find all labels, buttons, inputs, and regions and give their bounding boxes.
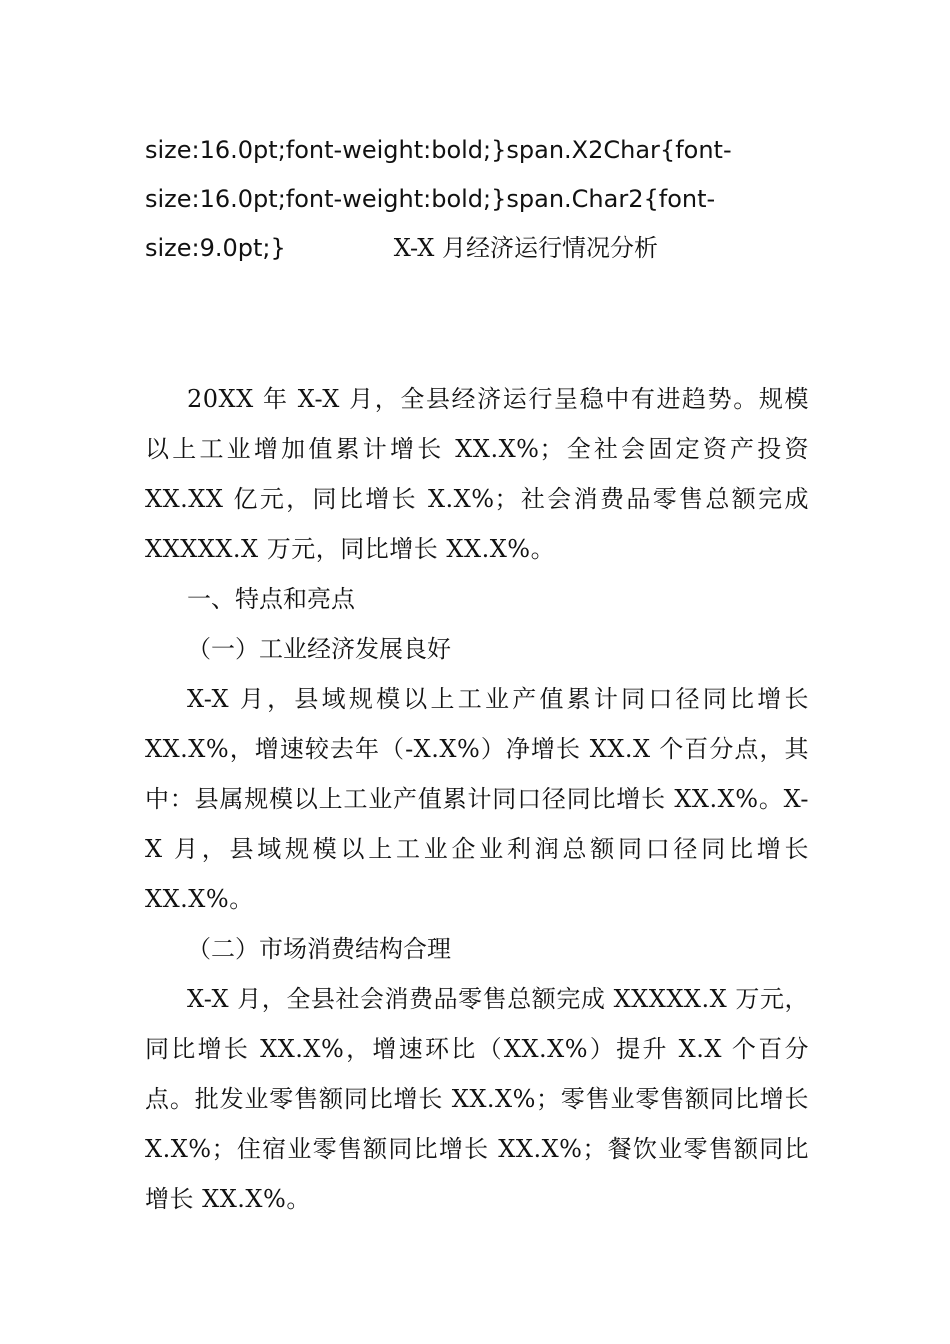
industry-paragraph: X-X 月，县域规模以上工业产值累计同口径同比增长 XX.X%，增速较去年（-X.X%）净增长 XX.X 个百分点，其中：县属规模以上工业产值累计同口径同比增长 XX.X%。X-X 月，县域规模以上工业企业利润总额同口径同比增长 XX.X%。 [145, 685, 809, 913]
subsection-heading-1: （一）工业经济发展良好 [187, 635, 451, 663]
document-body [145, 374, 809, 1224]
stray-css-line-2: size:16.0pt;font-weight:bold;}span.Char2{font- [145, 185, 716, 213]
stray-css-text: size:9.0pt;} [145, 234, 286, 262]
document-header [145, 126, 825, 273]
stray-css-line-3 [145, 224, 825, 273]
document-title: X-X 月经济运行情况分析 [393, 234, 658, 262]
section-heading-1: 一、特点和亮点 [187, 585, 355, 613]
consumption-paragraph: X-X 月，全县社会消费品零售总额完成 XXXXX.X 万元，同比增长 XX.X%，增速环比（XX.X%）提升 X.X 个百分点。批发业零售额同比增长 XX.X%；零售业零售额同比增长 X.X%；住宿业零售额同比增长 XX.X%；餐饮业零售额同比增长 XX.X%。 [145, 985, 809, 1213]
subsection-heading-2: （二）市场消费结构合理 [187, 935, 451, 963]
intro-paragraph: 20XX 年 X-X 月，全县经济运行呈稳中有进趋势。规模以上工业增加值累计增长 XX.X%；全社会固定资产投资 XX.XX 亿元，同比增长 X.X%；社会消费品零售总额完成 XXXXX.X 万元，同比增长 XX.X%。 [145, 385, 809, 563]
stray-css-line-1: size:16.0pt;font-weight:bold;}span.X2Char{font- [145, 136, 732, 164]
